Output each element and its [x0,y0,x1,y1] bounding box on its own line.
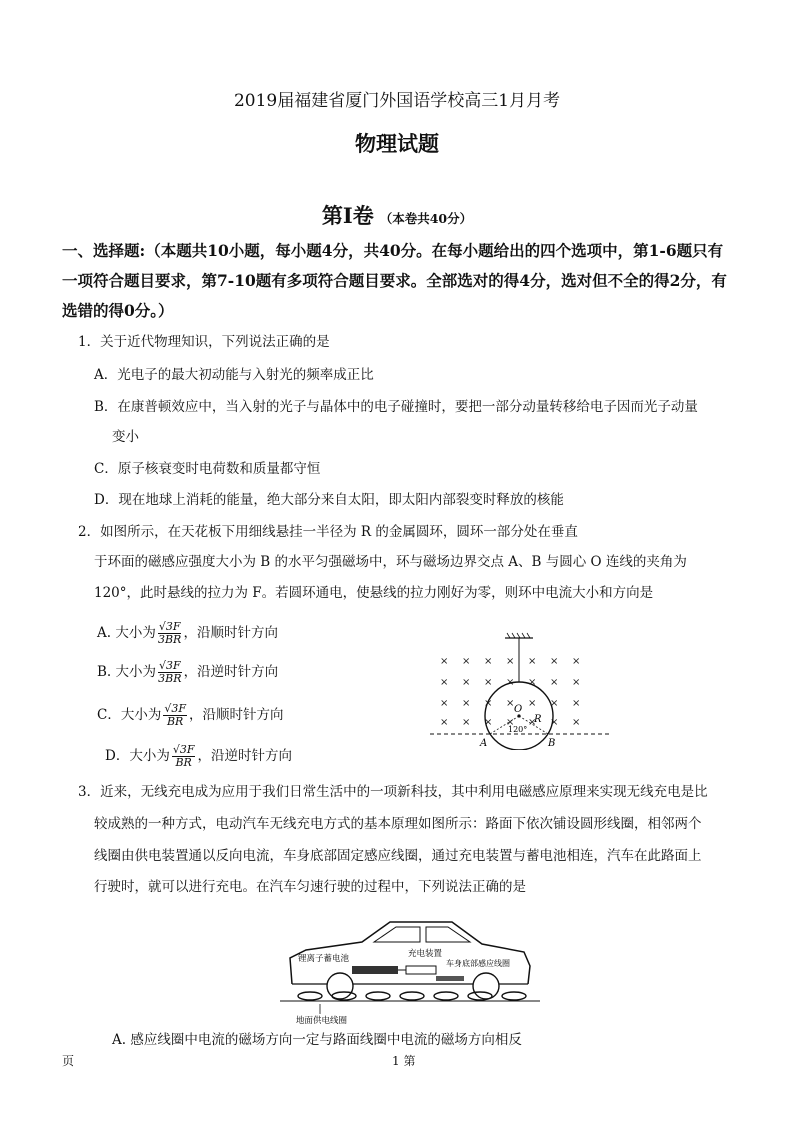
section-note: （本卷共40分） [379,211,473,226]
q1-option-d: D．现在地球上消耗的能量，绝大部分来自太阳，即太阳内部裂变时释放的核能 [94,492,564,508]
exam-title: 2019届福建省厦门外国语学校高三1月月考 [233,91,561,111]
q2-stem-line3: 120°，此时悬线的拉力为 F。若圆环通电，使悬线的拉力刚好为零，则环中电流大小和方向是 [94,585,654,601]
svg-text:×: × [572,698,581,709]
svg-text:×: × [550,677,559,688]
charger-block [406,966,436,974]
fraction-numerator: √3F [159,659,181,672]
section-title: 第Ⅰ卷 [321,203,374,228]
q2-option-a: A. 大小为 $\frac{√3F}{3BR}$ ，沿顺时针方向 [97,620,278,646]
svg-text:×: × [484,656,493,667]
fraction-numerator: √3F [172,743,195,756]
label-battery: 锂离子蓄电池 [298,954,350,964]
svg-text:×: × [572,717,581,728]
label-charger: 充电装置 [408,949,443,959]
ring-field-diagram [430,630,610,750]
magnetic-field-crosses [440,656,580,728]
q3-option-a: A. 感应线圈中电流的磁场方向一定与路面线圈中电流的磁场方向相反 [112,1032,522,1048]
svg-text:×: × [528,698,537,709]
battery-block [352,966,398,974]
svg-text:×: × [506,717,515,728]
wheel-front-icon [327,973,353,999]
q1-option-a: A．光电子的最大初动能与入射光的频率成正比 [94,367,374,383]
q2-option-b: B. 大小为 $\frac{√3F}{3BR}$ ，沿逆时针方向 [97,659,279,685]
svg-text:×: × [528,656,537,667]
page-number: 1 第 [392,1054,416,1068]
fraction-denominator: BR [175,756,192,769]
fraction-denominator: BR [166,715,184,728]
fraction-denominator: 3BR [157,633,182,646]
label-r: R [534,714,542,725]
label-a: A [480,738,488,749]
q1-option-c: C．原子核衰变时电荷数和质量都守恒 [94,461,321,477]
label-ground-coil: 地面供电线圈 [296,1016,348,1026]
svg-text:×: × [506,656,515,667]
svg-text:×: × [484,677,493,688]
q2-option-d: D．大小为 $\frac{√3F}{BR}$ ，沿逆时针方向 [105,743,292,769]
section-instructions: 一、选择题:（本题共10小题，每小题4分，共40分。在每小题给出的四个选项中，第1-6题只有一项符合题目要求，第7-10题有多项符合题目要求。全部选对的得4分，选对但不全的得2分，有选错的得0分。） [62,241,727,320]
q1-option-b: B．在康普顿效应中，当入射的光子与晶体中的电子碰撞时，要把一部分动量转移给电子因而光子动量 [94,399,698,415]
wheel-rear-icon [473,973,499,999]
svg-text:×: × [440,656,449,667]
svg-text:×: × [462,698,471,709]
svg-text:×: × [440,717,449,728]
car-charging-diagram [280,908,540,1026]
q3-stem-line4: 行驶时，就可以进行充电。在汽车匀速行驶的过程中，下列说法正确的是 [94,879,526,895]
svg-text:×: × [462,677,471,688]
label-o: O [514,704,523,715]
subject-title: 物理试题 [355,131,439,156]
fraction-denominator: 3BR [158,672,182,685]
q2-option-c: C．大小为 $\frac{√3F}{BR}$ ，沿顺时针方向 [97,702,284,728]
car-window-rear [426,927,470,942]
svg-text:×: × [506,698,515,709]
label-angle: 120° [508,725,528,734]
q1-stem: 1．关于近代物理知识，下列说法正确的是 [78,334,330,350]
q2-stem-line1: 2．如图所示，在天花板下用细线悬挂一半径为 R 的金属圆环，圆环一部分处在垂直 [78,524,578,540]
q3-stem-line1: 3．近来，无线充电成为应用于我们日常生活中的一项新科技，其中利用电磁感应原理来实现无线充电是比 [78,784,708,800]
svg-text:×: × [484,717,493,728]
svg-text:×: × [484,698,493,709]
svg-text:×: × [572,656,581,667]
ceiling-icon [505,633,533,638]
fraction-numerator: √3F [164,702,186,715]
footer-left: 页 [62,1054,75,1068]
svg-text:×: × [528,677,537,688]
q1-option-b-cont: 变小 [112,429,139,445]
svg-text:×: × [528,717,537,728]
induction-coil-block [436,976,464,981]
label-induction-coil: 车身底部感应线圈 [446,959,510,968]
q3-stem-line3: 线圈由供电装置通以反向电流，车身底部固定感应线圈，通过充电装置与蓄电池相连，汽车在此路面上 [94,848,702,864]
label-b: B [548,738,556,749]
svg-text:×: × [462,656,471,667]
svg-text:×: × [572,677,581,688]
q3-stem-line2: 较成熟的一种方式，电动汽车无线充电方式的基本原理如图所示：路面下依次铺设圆形线圈，相邻两个 [94,816,702,832]
svg-text:×: × [550,656,559,667]
svg-text:×: × [440,698,449,709]
svg-text:×: × [550,698,559,709]
svg-text:×: × [462,717,471,728]
svg-text:×: × [440,677,449,688]
section-heading [0,200,794,230]
q2-stem-line2: 于环面的磁感应强度大小为 B 的水平匀强磁场中，环与磁场边界交点 A、B 与圆心 O 连线的夹角为 [94,554,687,570]
svg-text:×: × [506,677,515,688]
fraction-numerator: √3F [158,620,181,633]
svg-text:×: × [550,717,559,728]
